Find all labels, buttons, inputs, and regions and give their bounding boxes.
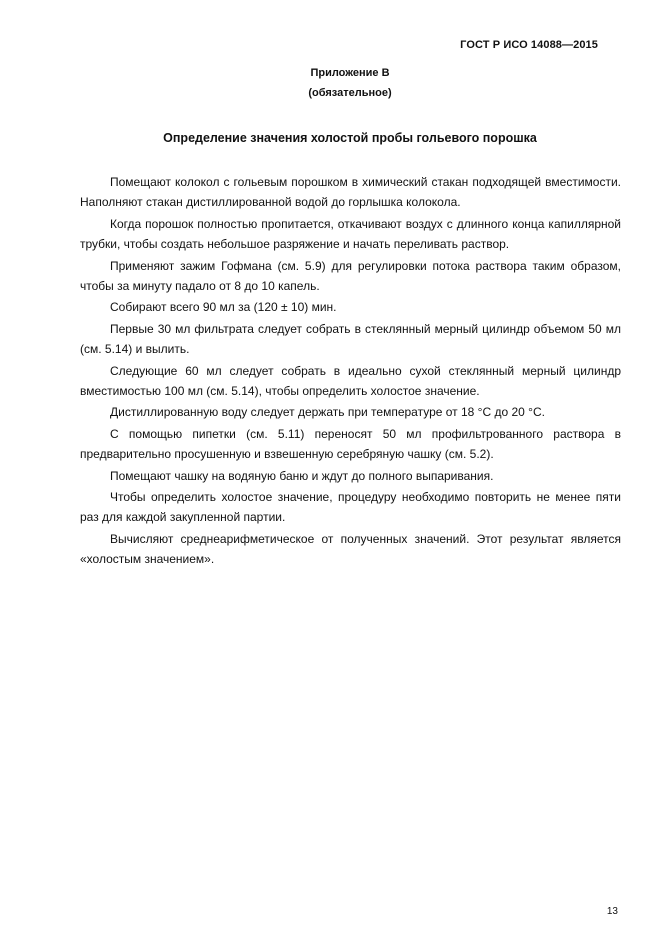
paragraph: Помещают колокол с гольевым порошком в химический стакан подходящей вместимости. Наполняют стакан дистиллированной водой до горлышка колокола. xyxy=(80,175,621,210)
paragraph: С помощью пипетки (см. 5.11) переносят 50 мл профильтрованного раствора в предварительно просушенную и взвешенную серебряную чашку (см. 5.2). xyxy=(80,426,621,462)
appendix-status: (обязательное) xyxy=(308,87,392,99)
appendix-title: Приложение В xyxy=(310,67,390,79)
body-text xyxy=(80,172,621,571)
section-heading: Определение значения холостой пробы гольевого порошка xyxy=(163,131,537,145)
paragraph: Помещают чашку на водяную баню и ждут до полного выпаривания. xyxy=(110,468,494,483)
paragraph: Следующие 60 мл следует собрать в идеально сухой стеклянный мерный цилиндр вместимостью 100 мл (см. 5.14), чтобы определить холостое значение. xyxy=(80,363,621,398)
paragraph: Вычисляют среднеарифметическое от полученных значений. Этот результат является «холостым значением». xyxy=(80,531,621,567)
page-number: 13 xyxy=(606,906,618,917)
paragraph: Когда порошок полностью пропитается, откачивают воздух с длинного конца капиллярной трубки, чтобы создать небольшое разряжение и начать переливать раствор. xyxy=(80,216,621,252)
paragraph: Применяют зажим Гофмана (см. 5.9) для регулировки потока раствора таким образом, чтобы за минуту падало от 8 до 10 капель. xyxy=(80,258,621,293)
paragraph: Собирают всего 90 мл за (120 ± 10) мин. xyxy=(110,300,337,315)
document-code: ГОСТ Р ИСО 14088—2015 xyxy=(460,39,598,51)
paragraph: Дистиллированную воду следует держать при температуре от 18 °С до 20 °С. xyxy=(110,405,545,420)
paragraph: Первые 30 мл фильтрата следует собрать в стеклянный мерный цилиндр объемом 50 мл (см. 5.14) и вылить. xyxy=(80,321,621,357)
paragraph: Чтобы определить холостое значение, процедуру необходимо повторить не менее пяти раз для каждой закупленной партии. xyxy=(80,490,621,525)
